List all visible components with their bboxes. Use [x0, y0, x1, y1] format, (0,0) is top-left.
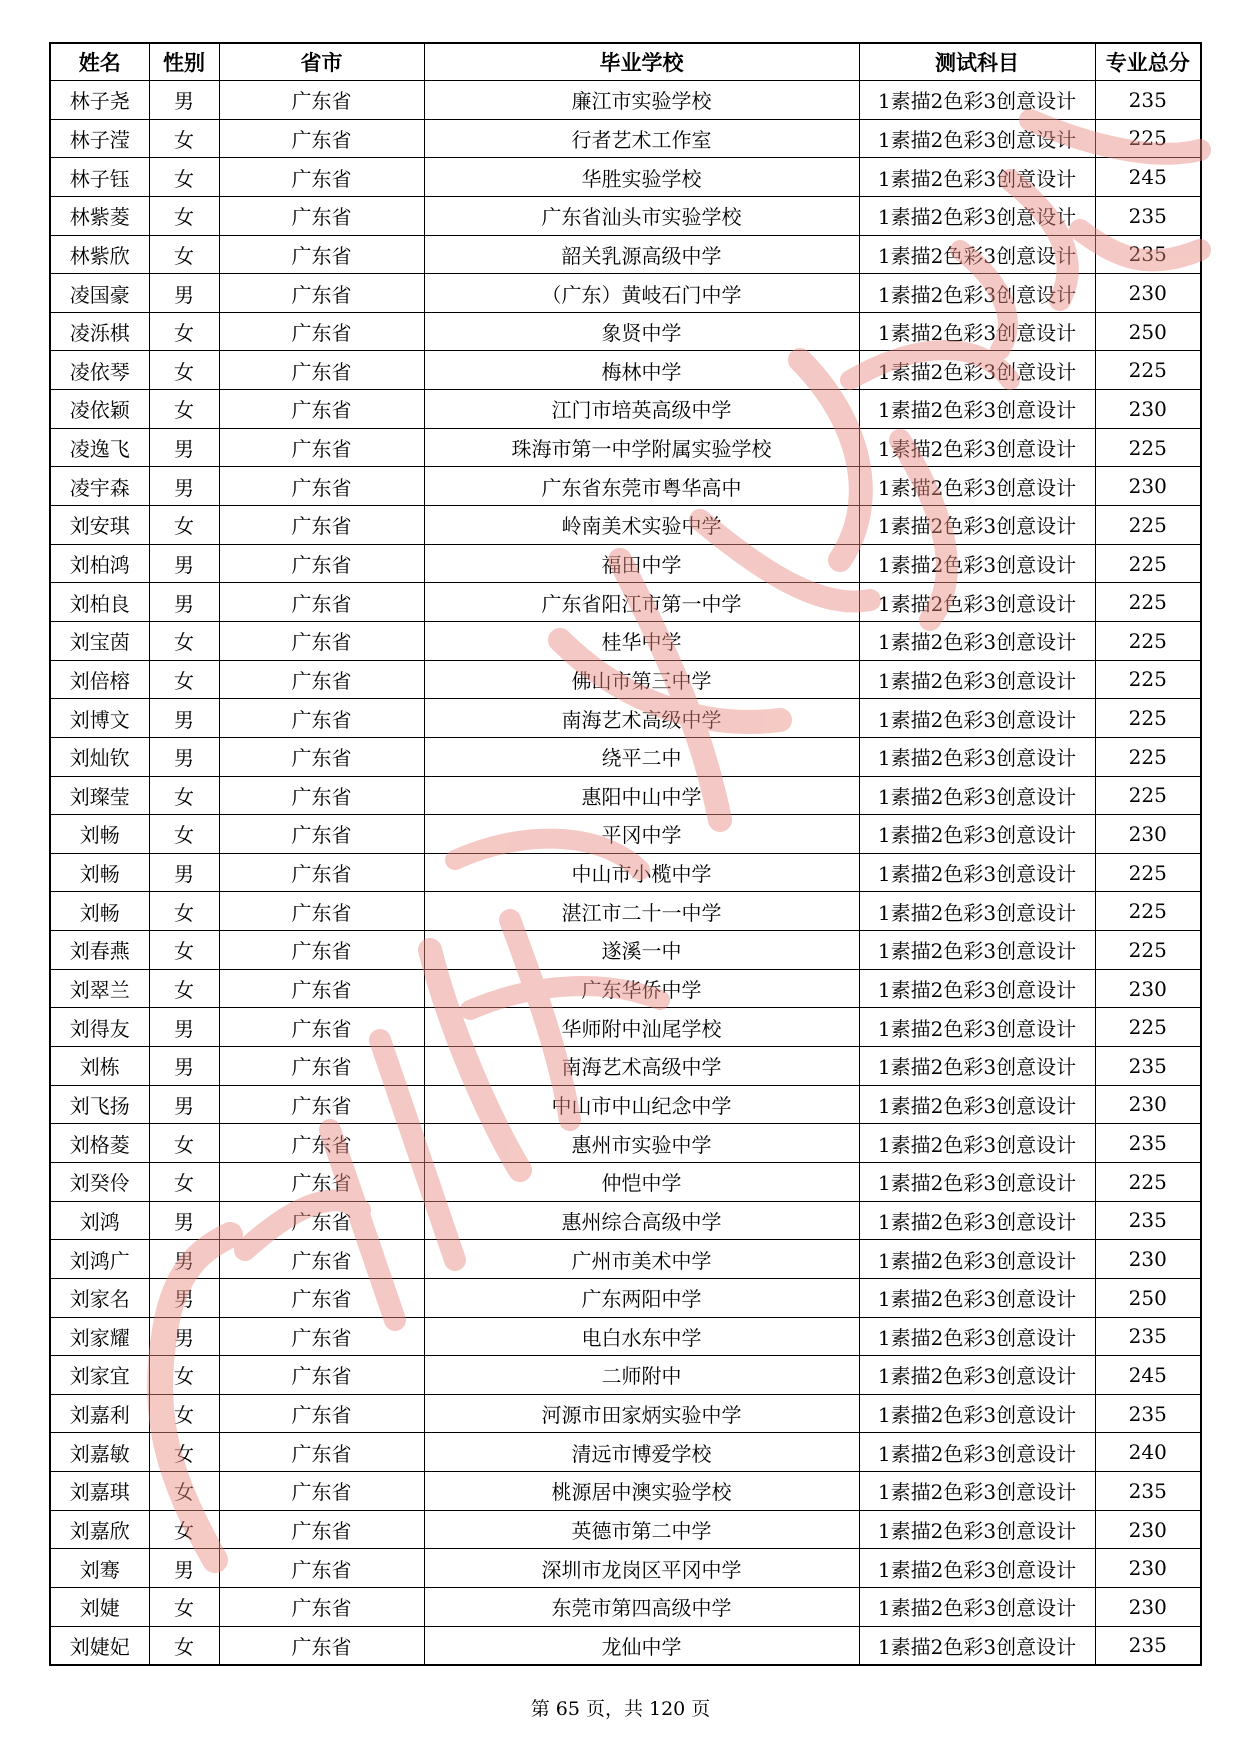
cell-name: 刘博文 [50, 699, 149, 738]
cell-gender: 女 [149, 892, 219, 931]
cell-gender: 男 [149, 467, 219, 506]
table-row [50, 119, 1201, 158]
cell-province: 广东省 [219, 1008, 424, 1047]
cell-province: 广东省 [219, 969, 424, 1008]
admission-score-table [49, 42, 1202, 1666]
cell-total-score: 225 [1095, 583, 1201, 622]
table-row [50, 81, 1201, 120]
cell-school: 英德市第二中学 [424, 1510, 859, 1549]
cell-subjects: 1素描2色彩3创意设计 [859, 235, 1095, 274]
cell-total-score: 225 [1095, 351, 1201, 390]
cell-gender: 女 [149, 1472, 219, 1511]
cell-subjects: 1素描2色彩3创意设计 [859, 1047, 1095, 1086]
cell-subjects: 1素描2色彩3创意设计 [859, 1394, 1095, 1433]
cell-province: 广东省 [219, 351, 424, 390]
cell-school: 广东省阳江市第一中学 [424, 583, 859, 622]
cell-name: 刘宝茵 [50, 621, 149, 660]
cell-gender: 女 [149, 1626, 219, 1665]
cell-total-score: 245 [1095, 158, 1201, 197]
cell-province: 广东省 [219, 1549, 424, 1588]
cell-province: 广东省 [219, 1510, 424, 1549]
cell-gender: 女 [149, 1510, 219, 1549]
table-row [50, 1472, 1201, 1511]
cell-total-score: 225 [1095, 544, 1201, 583]
cell-province: 广东省 [219, 1626, 424, 1665]
cell-subjects: 1素描2色彩3创意设计 [859, 544, 1095, 583]
cell-gender: 女 [149, 1124, 219, 1163]
cell-gender: 女 [149, 776, 219, 815]
table-row [50, 1626, 1201, 1665]
cell-subjects: 1素描2色彩3创意设计 [859, 1549, 1095, 1588]
cell-gender: 男 [149, 1085, 219, 1124]
cell-name: 凌泺棋 [50, 312, 149, 351]
cell-name: 刘柏良 [50, 583, 149, 622]
table-header-row [50, 43, 1201, 81]
cell-province: 广东省 [219, 428, 424, 467]
cell-total-score: 225 [1095, 1008, 1201, 1047]
cell-name: 刘倍榕 [50, 660, 149, 699]
header-subjects: 测试科目 [859, 43, 1095, 81]
cell-province: 广东省 [219, 506, 424, 545]
cell-subjects: 1素描2色彩3创意设计 [859, 1278, 1095, 1317]
cell-subjects: 1素描2色彩3创意设计 [859, 931, 1095, 970]
cell-gender: 女 [149, 158, 219, 197]
cell-total-score: 230 [1095, 1085, 1201, 1124]
cell-subjects: 1素描2色彩3创意设计 [859, 1356, 1095, 1395]
cell-province: 广东省 [219, 235, 424, 274]
cell-school: 湛江市二十一中学 [424, 892, 859, 931]
cell-province: 广东省 [219, 1587, 424, 1626]
cell-province: 广东省 [219, 1472, 424, 1511]
cell-gender: 男 [149, 1317, 219, 1356]
cell-name: 刘家宜 [50, 1356, 149, 1395]
cell-subjects: 1素描2色彩3创意设计 [859, 660, 1095, 699]
cell-gender: 女 [149, 815, 219, 854]
cell-school: （广东）黄岐石门中学 [424, 274, 859, 313]
cell-school: 深圳市龙岗区平冈中学 [424, 1549, 859, 1588]
cell-school: 广东两阳中学 [424, 1278, 859, 1317]
cell-school: 平冈中学 [424, 815, 859, 854]
cell-gender: 男 [149, 1201, 219, 1240]
header-province: 省市 [219, 43, 424, 81]
table-row [50, 776, 1201, 815]
cell-total-score: 235 [1095, 1047, 1201, 1086]
cell-school: 岭南美术实验中学 [424, 506, 859, 545]
cell-name: 凌国豪 [50, 274, 149, 313]
cell-school: 珠海市第一中学附属实验学校 [424, 428, 859, 467]
cell-total-score: 230 [1095, 1510, 1201, 1549]
cell-gender: 女 [149, 235, 219, 274]
table-row [50, 506, 1201, 545]
cell-gender: 男 [149, 428, 219, 467]
cell-name: 刘格菱 [50, 1124, 149, 1163]
cell-subjects: 1素描2色彩3创意设计 [859, 351, 1095, 390]
cell-subjects: 1素描2色彩3创意设计 [859, 1008, 1095, 1047]
cell-gender: 女 [149, 196, 219, 235]
cell-school: 梅林中学 [424, 351, 859, 390]
table-row [50, 1587, 1201, 1626]
cell-gender: 男 [149, 544, 219, 583]
cell-province: 广东省 [219, 699, 424, 738]
cell-subjects: 1素描2色彩3创意设计 [859, 583, 1095, 622]
cell-gender: 男 [149, 737, 219, 776]
cell-total-score: 225 [1095, 737, 1201, 776]
cell-gender: 女 [149, 1356, 219, 1395]
cell-total-score: 225 [1095, 931, 1201, 970]
table-row [50, 1549, 1201, 1588]
cell-name: 刘栋 [50, 1047, 149, 1086]
cell-total-score: 230 [1095, 815, 1201, 854]
cell-name: 凌依颖 [50, 390, 149, 429]
table-row [50, 660, 1201, 699]
cell-school: 二师附中 [424, 1356, 859, 1395]
cell-school: 惠阳中山中学 [424, 776, 859, 815]
cell-province: 广东省 [219, 737, 424, 776]
cell-name: 刘嘉琪 [50, 1472, 149, 1511]
cell-gender: 女 [149, 506, 219, 545]
cell-subjects: 1素描2色彩3创意设计 [859, 969, 1095, 1008]
cell-school: 华师附中汕尾学校 [424, 1008, 859, 1047]
cell-subjects: 1素描2色彩3创意设计 [859, 699, 1095, 738]
cell-gender: 男 [149, 853, 219, 892]
table-row [50, 969, 1201, 1008]
cell-total-score: 235 [1095, 1626, 1201, 1665]
cell-school: 仲恺中学 [424, 1162, 859, 1201]
cell-name: 刘鸿 [50, 1201, 149, 1240]
cell-subjects: 1素描2色彩3创意设计 [859, 1626, 1095, 1665]
cell-school: 广东省东莞市粤华高中 [424, 467, 859, 506]
table-row [50, 931, 1201, 970]
cell-school: 绕平二中 [424, 737, 859, 776]
cell-gender: 女 [149, 969, 219, 1008]
cell-school: 惠州综合高级中学 [424, 1201, 859, 1240]
cell-total-score: 225 [1095, 428, 1201, 467]
table-row [50, 853, 1201, 892]
cell-school: 广州市美术中学 [424, 1240, 859, 1279]
cell-province: 广东省 [219, 621, 424, 660]
cell-name: 林子滢 [50, 119, 149, 158]
table-row [50, 196, 1201, 235]
cell-total-score: 225 [1095, 699, 1201, 738]
table-row [50, 1278, 1201, 1317]
cell-gender: 男 [149, 1240, 219, 1279]
cell-name: 林子尧 [50, 81, 149, 120]
header-name: 姓名 [50, 43, 149, 81]
cell-name: 刘骞 [50, 1549, 149, 1588]
cell-total-score: 235 [1095, 1472, 1201, 1511]
cell-province: 广东省 [219, 390, 424, 429]
cell-school: 佛山市第三中学 [424, 660, 859, 699]
table-row [50, 699, 1201, 738]
cell-total-score: 235 [1095, 1317, 1201, 1356]
table-row [50, 1085, 1201, 1124]
cell-subjects: 1素描2色彩3创意设计 [859, 1433, 1095, 1472]
cell-school: 江门市培英高级中学 [424, 390, 859, 429]
cell-subjects: 1素描2色彩3创意设计 [859, 1124, 1095, 1163]
cell-school: 福田中学 [424, 544, 859, 583]
cell-name: 刘畅 [50, 892, 149, 931]
cell-province: 广东省 [219, 1047, 424, 1086]
cell-name: 林子钰 [50, 158, 149, 197]
table-row [50, 1240, 1201, 1279]
page-number-footer: 第 65 页，共 120 页 [530, 1698, 711, 1720]
cell-gender: 男 [149, 1008, 219, 1047]
cell-subjects: 1素描2色彩3创意设计 [859, 1162, 1095, 1201]
cell-subjects: 1素描2色彩3创意设计 [859, 1472, 1095, 1511]
table-row [50, 158, 1201, 197]
cell-total-score: 230 [1095, 1549, 1201, 1588]
cell-subjects: 1素描2色彩3创意设计 [859, 892, 1095, 931]
cell-province: 广东省 [219, 853, 424, 892]
table-row [50, 1317, 1201, 1356]
cell-total-score: 230 [1095, 969, 1201, 1008]
cell-gender: 男 [149, 1047, 219, 1086]
table-row [50, 583, 1201, 622]
table-row [50, 274, 1201, 313]
cell-total-score: 250 [1095, 1278, 1201, 1317]
table-row [50, 235, 1201, 274]
cell-subjects: 1素描2色彩3创意设计 [859, 1587, 1095, 1626]
table-row [50, 1124, 1201, 1163]
header-total-score: 专业总分 [1095, 43, 1201, 81]
cell-province: 广东省 [219, 1394, 424, 1433]
cell-subjects: 1素描2色彩3创意设计 [859, 853, 1095, 892]
cell-school: 东莞市第四高级中学 [424, 1587, 859, 1626]
cell-total-score: 230 [1095, 467, 1201, 506]
cell-school: 华胜实验学校 [424, 158, 859, 197]
cell-province: 广东省 [219, 196, 424, 235]
cell-total-score: 225 [1095, 119, 1201, 158]
cell-province: 广东省 [219, 1317, 424, 1356]
cell-school: 南海艺术高级中学 [424, 699, 859, 738]
cell-total-score: 225 [1095, 621, 1201, 660]
cell-subjects: 1素描2色彩3创意设计 [859, 196, 1095, 235]
cell-subjects: 1素描2色彩3创意设计 [859, 467, 1095, 506]
table-row [50, 1433, 1201, 1472]
cell-subjects: 1素描2色彩3创意设计 [859, 1201, 1095, 1240]
cell-province: 广东省 [219, 1433, 424, 1472]
cell-name: 刘柏鸿 [50, 544, 149, 583]
cell-school: 南海艺术高级中学 [424, 1047, 859, 1086]
cell-school: 遂溪一中 [424, 931, 859, 970]
cell-province: 广东省 [219, 312, 424, 351]
cell-name: 刘灿钦 [50, 737, 149, 776]
cell-total-score: 235 [1095, 196, 1201, 235]
table-row [50, 544, 1201, 583]
cell-province: 广东省 [219, 1356, 424, 1395]
cell-total-score: 225 [1095, 776, 1201, 815]
table-row [50, 428, 1201, 467]
cell-subjects: 1素描2色彩3创意设计 [859, 312, 1095, 351]
cell-school: 河源市田家炳实验中学 [424, 1394, 859, 1433]
cell-gender: 女 [149, 1433, 219, 1472]
table-row [50, 390, 1201, 429]
cell-province: 广东省 [219, 274, 424, 313]
cell-name: 刘婕妃 [50, 1626, 149, 1665]
cell-name: 刘癸伶 [50, 1162, 149, 1201]
cell-name: 刘璨莹 [50, 776, 149, 815]
cell-name: 刘鸿广 [50, 1240, 149, 1279]
cell-total-score: 225 [1095, 853, 1201, 892]
cell-school: 龙仙中学 [424, 1626, 859, 1665]
cell-subjects: 1素描2色彩3创意设计 [859, 390, 1095, 429]
cell-gender: 女 [149, 1394, 219, 1433]
table-row [50, 1510, 1201, 1549]
cell-name: 刘飞扬 [50, 1085, 149, 1124]
cell-school: 惠州市实验中学 [424, 1124, 859, 1163]
cell-subjects: 1素描2色彩3创意设计 [859, 506, 1095, 545]
table-row [50, 621, 1201, 660]
cell-province: 广东省 [219, 158, 424, 197]
cell-province: 广东省 [219, 892, 424, 931]
cell-subjects: 1素描2色彩3创意设计 [859, 1510, 1095, 1549]
cell-province: 广东省 [219, 467, 424, 506]
cell-province: 广东省 [219, 815, 424, 854]
cell-province: 广东省 [219, 1201, 424, 1240]
cell-school: 清远市博爱学校 [424, 1433, 859, 1472]
cell-school: 中山市中山纪念中学 [424, 1085, 859, 1124]
cell-province: 广东省 [219, 1085, 424, 1124]
cell-subjects: 1素描2色彩3创意设计 [859, 1085, 1095, 1124]
cell-school: 桂华中学 [424, 621, 859, 660]
cell-total-score: 230 [1095, 274, 1201, 313]
cell-subjects: 1素描2色彩3创意设计 [859, 428, 1095, 467]
cell-total-score: 235 [1095, 235, 1201, 274]
cell-total-score: 225 [1095, 660, 1201, 699]
cell-province: 广东省 [219, 1278, 424, 1317]
cell-gender: 男 [149, 699, 219, 738]
cell-name: 刘畅 [50, 853, 149, 892]
table-row [50, 1008, 1201, 1047]
cell-school: 广东省汕头市实验学校 [424, 196, 859, 235]
cell-school: 广东华侨中学 [424, 969, 859, 1008]
cell-name: 刘畅 [50, 815, 149, 854]
cell-subjects: 1素描2色彩3创意设计 [859, 737, 1095, 776]
cell-name: 刘春燕 [50, 931, 149, 970]
cell-gender: 男 [149, 1549, 219, 1588]
cell-subjects: 1素描2色彩3创意设计 [859, 119, 1095, 158]
cell-total-score: 225 [1095, 506, 1201, 545]
cell-name: 刘家名 [50, 1278, 149, 1317]
cell-total-score: 240 [1095, 1433, 1201, 1472]
table-row [50, 1201, 1201, 1240]
cell-total-score: 230 [1095, 1240, 1201, 1279]
cell-total-score: 230 [1095, 390, 1201, 429]
cell-subjects: 1素描2色彩3创意设计 [859, 158, 1095, 197]
cell-gender: 女 [149, 351, 219, 390]
cell-name: 刘得友 [50, 1008, 149, 1047]
cell-province: 广东省 [219, 81, 424, 120]
cell-name: 林紫菱 [50, 196, 149, 235]
cell-school: 韶关乳源高级中学 [424, 235, 859, 274]
table-row [50, 1394, 1201, 1433]
table-row [50, 815, 1201, 854]
cell-gender: 女 [149, 312, 219, 351]
cell-subjects: 1素描2色彩3创意设计 [859, 776, 1095, 815]
cell-total-score: 225 [1095, 892, 1201, 931]
cell-subjects: 1素描2色彩3创意设计 [859, 274, 1095, 313]
cell-name: 刘家耀 [50, 1317, 149, 1356]
cell-school: 电白水东中学 [424, 1317, 859, 1356]
table-body [50, 81, 1201, 1666]
cell-subjects: 1素描2色彩3创意设计 [859, 1317, 1095, 1356]
cell-total-score: 235 [1095, 81, 1201, 120]
cell-name: 刘安琪 [50, 506, 149, 545]
cell-name: 刘嘉欣 [50, 1510, 149, 1549]
cell-gender: 男 [149, 274, 219, 313]
cell-total-score: 230 [1095, 1587, 1201, 1626]
cell-name: 刘婕 [50, 1587, 149, 1626]
cell-gender: 女 [149, 390, 219, 429]
cell-school: 象贤中学 [424, 312, 859, 351]
cell-province: 广东省 [219, 660, 424, 699]
cell-province: 广东省 [219, 583, 424, 622]
cell-name: 林紫欣 [50, 235, 149, 274]
cell-school: 行者艺术工作室 [424, 119, 859, 158]
cell-subjects: 1素描2色彩3创意设计 [859, 815, 1095, 854]
cell-gender: 女 [149, 119, 219, 158]
cell-province: 广东省 [219, 776, 424, 815]
cell-total-score: 250 [1095, 312, 1201, 351]
cell-gender: 女 [149, 1587, 219, 1626]
cell-gender: 女 [149, 1162, 219, 1201]
cell-school: 廉江市实验学校 [424, 81, 859, 120]
table-row [50, 1162, 1201, 1201]
cell-gender: 男 [149, 583, 219, 622]
table-row [50, 1356, 1201, 1395]
cell-name: 刘翠兰 [50, 969, 149, 1008]
table-row [50, 351, 1201, 390]
cell-province: 广东省 [219, 119, 424, 158]
cell-province: 广东省 [219, 931, 424, 970]
cell-subjects: 1素描2色彩3创意设计 [859, 621, 1095, 660]
cell-province: 广东省 [219, 1124, 424, 1163]
cell-total-score: 235 [1095, 1124, 1201, 1163]
header-gender: 性别 [149, 43, 219, 81]
cell-subjects: 1素描2色彩3创意设计 [859, 81, 1095, 120]
cell-gender: 女 [149, 931, 219, 970]
cell-school: 中山市小榄中学 [424, 853, 859, 892]
table-row [50, 737, 1201, 776]
cell-province: 广东省 [219, 544, 424, 583]
table-row [50, 467, 1201, 506]
cell-name: 刘嘉敏 [50, 1433, 149, 1472]
cell-total-score: 235 [1095, 1394, 1201, 1433]
cell-gender: 女 [149, 660, 219, 699]
cell-total-score: 245 [1095, 1356, 1201, 1395]
cell-name: 凌宇森 [50, 467, 149, 506]
cell-name: 刘嘉利 [50, 1394, 149, 1433]
cell-subjects: 1素描2色彩3创意设计 [859, 1240, 1095, 1279]
cell-gender: 女 [149, 621, 219, 660]
cell-gender: 男 [149, 1278, 219, 1317]
table-row [50, 312, 1201, 351]
cell-total-score: 225 [1095, 1162, 1201, 1201]
cell-school: 桃源居中澳实验学校 [424, 1472, 859, 1511]
header-school: 毕业学校 [424, 43, 859, 81]
cell-province: 广东省 [219, 1240, 424, 1279]
cell-total-score: 235 [1095, 1201, 1201, 1240]
cell-province: 广东省 [219, 1162, 424, 1201]
table-row [50, 1047, 1201, 1086]
cell-name: 凌依琴 [50, 351, 149, 390]
cell-gender: 男 [149, 81, 219, 120]
table-row [50, 892, 1201, 931]
cell-name: 凌逸飞 [50, 428, 149, 467]
